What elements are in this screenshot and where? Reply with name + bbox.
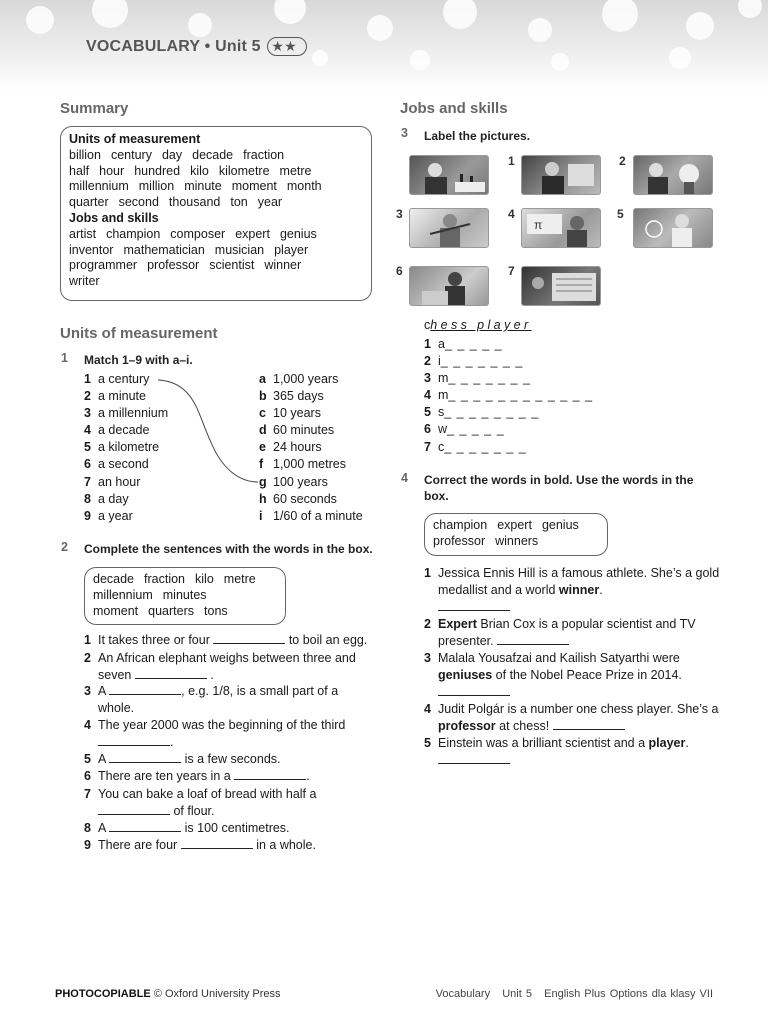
- vocabulary-word: half: [69, 163, 90, 178]
- unit-title: VOCABULARY • Unit 5: [86, 38, 261, 55]
- units-words-line: [69, 179, 363, 195]
- picture-1: [521, 155, 601, 195]
- vocabulary-word: winners: [495, 533, 539, 548]
- ex2-box-line: [93, 604, 277, 620]
- vocabulary-word: champion: [433, 518, 488, 532]
- ex2-sentence-3: 3 A , e.g. 1/8, is a small part of a whole.: [84, 684, 339, 715]
- vocabulary-word: inventor: [69, 242, 114, 257]
- vocabulary-word: genius: [279, 226, 317, 241]
- vocabulary-word: expert: [497, 518, 532, 532]
- answer-line[interactable]: 6 w_ _ _ _ _: [424, 422, 505, 437]
- answer-line[interactable]: 7 c_ _ _ _ _ _ _: [424, 439, 527, 454]
- exercise-4-instruction: Correct the words in bold. Use the words in the box.: [424, 473, 694, 503]
- ex2-sentence-9: 9 There are four in a whole.: [84, 838, 316, 852]
- vocabulary-word: quarters: [148, 603, 195, 618]
- ex2-sentence-8: 8 A is 100 centimetres.: [84, 821, 290, 835]
- vocabulary-word: fraction: [144, 572, 186, 586]
- jobs-words-line: [69, 258, 363, 274]
- vocabulary-word: mathematician: [123, 242, 205, 257]
- vocabulary-word: century: [110, 147, 152, 162]
- picture-6: [409, 266, 489, 306]
- exercise-2-instruction: Complete the sentences with the words in the box.: [84, 542, 373, 556]
- ex4-sentence-3: 3 Malala Yousafzai and Kailish Satyarthi were geniuses of the Nobel Peace Prize in 2014.: [424, 650, 724, 701]
- ex2-sentence-7: 7 You can bake a loaf of bread with half a of flour.: [84, 787, 317, 818]
- vocabulary-word: musician: [214, 242, 265, 257]
- copyright-text: © Oxford University Press: [153, 988, 281, 1000]
- answer-line[interactable]: 2 i_ _ _ _ _ _ _: [424, 354, 524, 369]
- answer-blank[interactable]: [438, 599, 510, 611]
- list-item: 1 a century: [84, 372, 150, 386]
- difficulty-stars: ★★: [267, 37, 307, 56]
- exercise-1-number: 1: [61, 351, 68, 365]
- svg-text:π: π: [534, 218, 543, 232]
- vocabulary-word: fraction: [243, 147, 285, 162]
- picture-2: [633, 155, 713, 195]
- vocabulary-word: moment: [93, 603, 139, 618]
- ex2-box-line: [93, 588, 277, 604]
- ex4-sentence-1: 1 Jessica Ennis Hill is a famous athlete. She’s a gold medallist and a world winner.: [424, 565, 724, 616]
- picture-number-7: 7: [508, 264, 515, 278]
- vocabulary-word: decade: [93, 572, 135, 586]
- list-item: d 60 minutes: [259, 423, 335, 438]
- units-words-line: [69, 148, 363, 164]
- vocabulary-word: kilo: [195, 572, 214, 586]
- vocabulary-word: ton: [230, 195, 248, 210]
- vocabulary-word: thousand: [168, 195, 221, 210]
- list-item: 2 a minute: [84, 389, 146, 404]
- exercise-3-number: 3: [401, 126, 408, 140]
- summary-jobs-title: Jobs and skills: [69, 210, 159, 225]
- vocabulary-word: year: [257, 195, 283, 210]
- exercise-2-word-box: [84, 567, 286, 625]
- vocabulary-word: billion: [69, 147, 101, 162]
- answer-blank[interactable]: [213, 632, 285, 644]
- exercise-4-number: 4: [401, 471, 408, 485]
- summary-units-words: [69, 148, 363, 211]
- ex3-example-answer: chess player: [424, 318, 532, 332]
- picture-number-3: 3: [396, 207, 403, 221]
- vocabulary-word: millennium: [69, 179, 129, 194]
- vocabulary-word: expert: [235, 226, 270, 241]
- vocabulary-word: professor: [147, 258, 200, 273]
- footer-right: Vocabulary Unit 5 English Plus Options dla klasy VII: [435, 988, 713, 1000]
- exercise-3-answer-list: [424, 336, 593, 456]
- photocopiable-label: PHOTOCOPIABLE: [55, 988, 151, 1000]
- ex2-box-line: [93, 572, 277, 588]
- list-item: 6 a second: [84, 457, 149, 472]
- summary-jobs-words: [69, 227, 363, 290]
- vocabulary-word: minutes: [162, 587, 207, 602]
- vocabulary-word: artist: [69, 226, 97, 241]
- chess-player-picture: [409, 155, 489, 195]
- exercise-2-number: 2: [61, 540, 68, 554]
- ex2-sentence-4: 4 The year 2000 was the beginning of the third .: [84, 718, 346, 749]
- vocabulary-word: kilometre: [218, 163, 270, 178]
- answer-blank[interactable]: [438, 684, 510, 696]
- picture-number-6: 6: [396, 264, 403, 278]
- vocabulary-word: month: [286, 179, 322, 194]
- units-words-line: [69, 164, 363, 180]
- list-item: 9 a year: [84, 508, 133, 523]
- vocabulary-word: composer: [170, 226, 226, 241]
- list-item: 5 a kilometre: [84, 440, 160, 455]
- list-item: c 10 years: [259, 406, 321, 421]
- list-item: 8 a day: [84, 491, 129, 506]
- answer-blank[interactable]: [109, 683, 181, 695]
- exercise-4-word-box: [424, 513, 608, 556]
- picture-number-5: 5: [617, 207, 624, 221]
- vocabulary-word: scientist: [209, 258, 255, 273]
- jobs-words-line: [69, 274, 363, 290]
- list-item: i 1/60 of a minute: [259, 508, 363, 523]
- ex4-box-line: [433, 534, 599, 550]
- jobs-heading: Jobs and skills: [400, 100, 508, 117]
- list-item: a 1,000 years: [259, 372, 339, 386]
- list-item: h 60 seconds: [259, 491, 337, 506]
- picture-7: [521, 266, 601, 306]
- ex4-sentence-5: 5 Einstein was a brilliant scientist and a player.: [424, 735, 724, 769]
- ex2-sentence-5: 5 A is a few seconds.: [84, 752, 281, 766]
- vocabulary-word: million: [138, 179, 175, 194]
- vocabulary-word: minute: [184, 179, 222, 194]
- ex2-sentence-2: 2 An African elephant weighs between three and seven .: [84, 651, 356, 682]
- vocabulary-word: programmer: [69, 258, 138, 273]
- summary-heading: Summary: [60, 100, 129, 117]
- picture-3: [409, 208, 489, 248]
- picture-number-4: 4: [508, 207, 515, 221]
- exercise-3-instruction: Label the pictures.: [424, 129, 531, 143]
- vocabulary-word: kilo: [190, 163, 209, 178]
- answer-blank[interactable]: [98, 803, 170, 815]
- picture-5: [633, 208, 713, 248]
- units-heading: Units of measurement: [60, 325, 218, 342]
- vocabulary-word: tons: [204, 603, 228, 618]
- answer-blank[interactable]: [109, 751, 181, 763]
- vocabulary-word: millennium: [93, 587, 153, 602]
- answer-line[interactable]: 1 a_ _ _ _ _: [424, 337, 503, 351]
- list-item: g 100 years: [259, 474, 328, 489]
- vocabulary-word: second: [118, 195, 159, 210]
- example-answer-text: hess player: [430, 318, 532, 332]
- vocabulary-word: day: [161, 147, 183, 162]
- list-item: 4 a decade: [84, 423, 150, 438]
- page-title: [86, 37, 307, 56]
- vocabulary-word: hundred: [134, 163, 181, 178]
- vocabulary-word: winner: [264, 258, 302, 273]
- ex4-box-line: [433, 518, 599, 534]
- jobs-words-line: [69, 243, 363, 259]
- ex2-sentence-1: 1 It takes three or four to boil an egg.: [84, 633, 368, 647]
- answer-line[interactable]: 4 m_ _ _ _ _ _ _ _ _ _ _ _: [424, 388, 594, 403]
- answer-blank[interactable]: [497, 633, 569, 645]
- vocabulary-word: decade: [192, 147, 234, 162]
- answer-blank[interactable]: [98, 734, 170, 746]
- answer-line[interactable]: 3 m_ _ _ _ _ _ _: [424, 371, 531, 386]
- exercise-1-right-list: [259, 371, 363, 525]
- summary-box: [60, 126, 372, 301]
- list-item: 3 a millennium: [84, 406, 169, 421]
- list-item: f 1,000 metres: [259, 457, 346, 472]
- vocabulary-word: quarter: [69, 195, 109, 210]
- vocabulary-word: writer: [69, 274, 100, 289]
- units-words-line: [69, 195, 363, 211]
- vocabulary-word: metre: [279, 163, 312, 178]
- answer-blank[interactable]: [181, 837, 253, 849]
- vocabulary-word: hour: [99, 163, 125, 178]
- picture-number-2: 2: [619, 154, 626, 168]
- vocabulary-word: professor: [433, 533, 486, 548]
- vocabulary-word: metre: [223, 572, 256, 586]
- ex4-sentence-4: 4 Judit Polgár is a number one chess player. She’s a professor at chess!: [424, 702, 719, 733]
- ex4-sentence-2: 2 Expert Brian Cox is a popular scientist and TV presenter.: [424, 617, 696, 648]
- answer-blank[interactable]: [234, 768, 306, 780]
- list-item: 7 an hour: [84, 474, 141, 489]
- vocabulary-word: genius: [541, 518, 579, 532]
- list-item: e 24 hours: [259, 440, 322, 455]
- exercise-1-instruction: Match 1–9 with a–i.: [84, 353, 193, 367]
- answer-blank[interactable]: [553, 718, 625, 730]
- vocabulary-word: champion: [106, 226, 161, 241]
- jobs-words-line: [69, 227, 363, 243]
- answer-blank[interactable]: [438, 752, 510, 764]
- summary-units-title: Units of measurement: [69, 132, 201, 146]
- ex2-sentence-6: 6 There are ten years in a .: [84, 769, 310, 783]
- picture-4: [521, 208, 601, 248]
- vocabulary-word: moment: [231, 179, 277, 194]
- answer-blank[interactable]: [109, 820, 181, 832]
- vocabulary-word: player: [274, 242, 309, 257]
- answer-line[interactable]: 5 s_ _ _ _ _ _ _ _: [424, 405, 540, 420]
- footer-left: [55, 988, 281, 1000]
- match-example-line: [150, 370, 265, 490]
- list-item: b 365 days: [259, 389, 324, 404]
- picture-number-1: 1: [508, 154, 515, 168]
- answer-blank[interactable]: [135, 667, 207, 679]
